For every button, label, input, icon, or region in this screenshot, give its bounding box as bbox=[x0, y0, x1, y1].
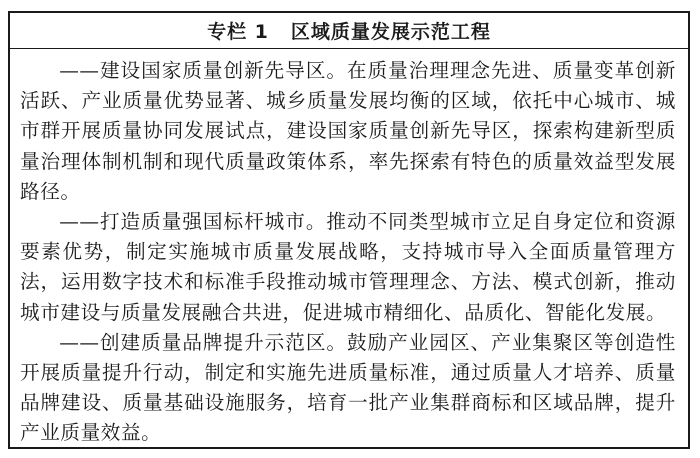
paragraph-benchmark-city: ——打造质量强国标杆城市。推动不同类型城市立足自身定位和资源要素优势，制定实施城市质量发展战略，支持城市导入全面质量管理方法，运用数字技术和标准手段推动城市管理理念、方法、模式创新，推动城市建设与质量发展融合共进，促进城市精细化、品质化、智能化发展。 bbox=[20, 210, 676, 324]
paragraph-brand-demo-zone: ——创建质量品牌提升示范区。鼓励产业园区、产业集聚区等创造性开展质量提升行动，制定和实施先进质量标准，通过质量人才培养、质量品牌建设、质量基础设施服务，培育一批产业集群商标和区域品牌，提升产业质量效益。 bbox=[20, 330, 676, 445]
column-content bbox=[10, 49, 688, 449]
column-box bbox=[8, 11, 690, 449]
paragraph-innovation-pilot-zone: ——建设国家质量创新先导区。在质量治理理念先进、质量变革创新活跃、产业质量优势显著、城乡质量发展均衡的区域，依托中心城市、城市群开展质量协同发展试点，建设国家质量创新先导区，探索构建新型质量治理体制机制和现代质量政策体系，率先探索有特色的质量效益型发展路径。 bbox=[20, 59, 676, 203]
column-label: 专栏 1 bbox=[207, 21, 269, 43]
column-title: 区域质量发展示范工程 bbox=[290, 21, 491, 43]
column-header bbox=[10, 13, 688, 49]
